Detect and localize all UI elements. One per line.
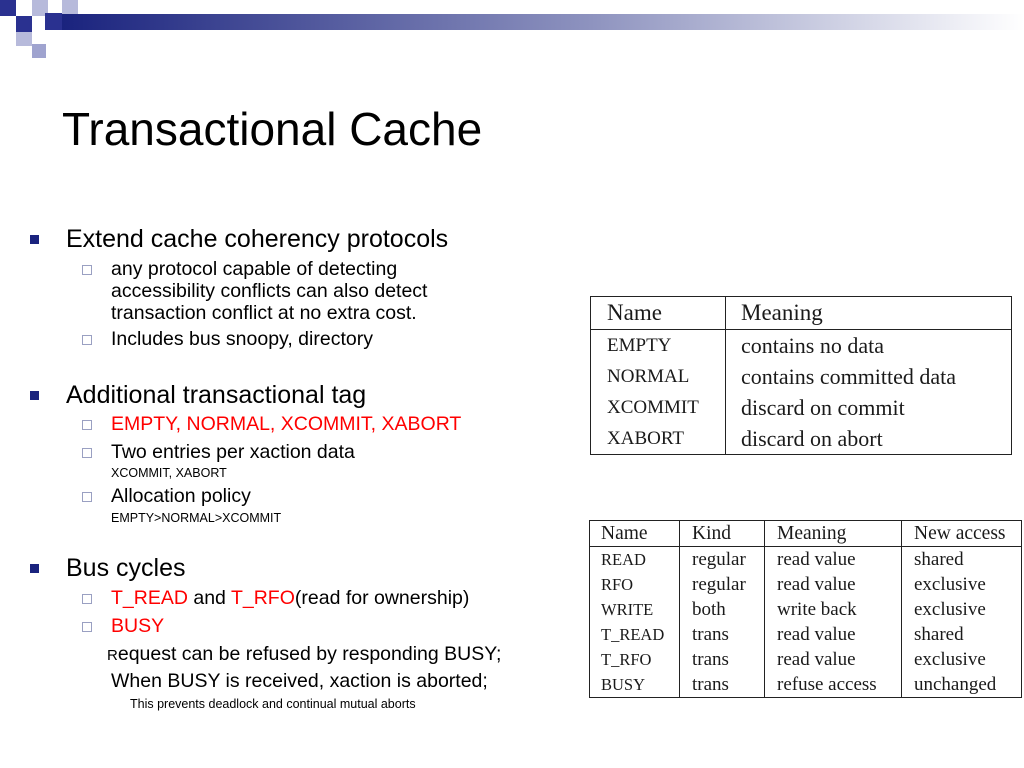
- table-row: [591, 423, 1012, 455]
- header-new-access: New access: [902, 521, 1022, 547]
- sub-bullet-square: [82, 492, 92, 502]
- table-row: [590, 572, 1022, 597]
- cell-meaning: contains no data: [741, 332, 884, 358]
- banner-square-1: [0, 0, 16, 16]
- cell-name: WRITE: [590, 597, 680, 622]
- table-row: [590, 622, 1022, 647]
- table-row: [590, 547, 1022, 573]
- ownership-text: (read for ownership): [294, 587, 470, 609]
- cell-new-access: exclusive: [914, 573, 986, 595]
- cell-name: BUSY: [590, 672, 680, 698]
- table-row: [591, 392, 1012, 423]
- cell-name: EMPTY: [591, 330, 726, 362]
- sub-item-protocol-line3: transaction conflict at no extra cost.: [111, 302, 417, 324]
- slide-title: Transactional Cache: [62, 103, 483, 155]
- cell-kind: trans: [680, 672, 765, 698]
- and-text: and: [187, 587, 231, 609]
- cell-new-access: unchanged: [914, 673, 997, 695]
- note-allocation-order: EMPTY>NORMAL>XCOMMIT: [111, 511, 282, 525]
- cell-meaning: read value: [765, 647, 902, 672]
- bullet-square: [30, 235, 39, 244]
- section-heading-coherency: Extend cache coherency protocols: [66, 225, 449, 253]
- sub-item-tread-trfo: [111, 587, 469, 609]
- cell-meaning: discard on abort: [741, 425, 883, 451]
- cell-name: NORMAL: [591, 361, 726, 392]
- sub-item-bus-snoopy: Includes bus snoopy, directory: [111, 328, 373, 350]
- cell-name: READ: [590, 547, 680, 573]
- tag-table: [590, 296, 1012, 455]
- busy-detail-line2: When BUSY is received, xaction is aborted;: [111, 670, 488, 692]
- bullet-square: [30, 391, 39, 400]
- cell-meaning: refuse access: [765, 672, 902, 698]
- banner-gradient: [0, 0, 1024, 50]
- busy-detail-line1-rest: equest can be refused by responding BUSY;: [117, 643, 502, 665]
- cell-name: XABORT: [591, 423, 726, 455]
- cell-kind: both: [680, 597, 765, 622]
- sub-bullet-square: [82, 265, 92, 275]
- trfo-label: T_RFO: [230, 587, 295, 609]
- header-name: Name: [590, 521, 680, 547]
- banner-square-6: [16, 32, 32, 46]
- busy-detail-first-letter: R: [107, 647, 118, 664]
- cell-name: T_READ: [590, 622, 680, 647]
- sub-item-allocation: Allocation policy: [111, 485, 251, 507]
- header-name: Name: [591, 297, 726, 330]
- table-row: [590, 597, 1022, 622]
- table-row: [590, 672, 1022, 698]
- banner-square-5: [62, 0, 78, 14]
- banner-square-7: [32, 44, 46, 58]
- sub-bullet-square: [82, 594, 92, 604]
- busy-detail-note: This prevents deadlock and continual mutual aborts: [130, 697, 416, 711]
- sub-item-busy: BUSY: [111, 615, 165, 637]
- sub-bullet-square: [82, 448, 92, 458]
- table-row: [590, 647, 1022, 672]
- sub-item-tag-values: EMPTY, NORMAL, XCOMMIT, XABORT: [111, 413, 462, 435]
- bullet-square: [30, 564, 39, 573]
- cell-kind: trans: [680, 647, 765, 672]
- cell-new-access: exclusive: [914, 598, 986, 620]
- table-row: [591, 330, 1012, 362]
- cell-name: T_RFO: [590, 647, 680, 672]
- banner-square-4: [45, 13, 62, 30]
- header-meaning: Meaning: [726, 297, 1012, 330]
- tread-label: T_READ: [111, 587, 188, 609]
- header-meaning: Meaning: [765, 521, 902, 547]
- sub-item-protocol-line1: any protocol capable of detecting: [111, 258, 398, 280]
- sub-bullet-square: [82, 420, 92, 430]
- sub-item-protocol-line2: accessibility conflicts can also detect: [111, 280, 428, 302]
- cell-meaning: contains committed data: [741, 363, 957, 389]
- cell-kind: trans: [680, 622, 765, 647]
- cell-meaning: read value: [765, 572, 902, 597]
- cell-meaning: discard on commit: [741, 394, 905, 420]
- header-kind: Kind: [680, 521, 765, 547]
- table-row: [591, 361, 1012, 392]
- sub-item-two-entries: Two entries per xaction data: [111, 441, 355, 463]
- sub-bullet-square: [82, 335, 92, 345]
- cell-meaning: write back: [765, 597, 902, 622]
- cell-name: RFO: [590, 572, 680, 597]
- cell-new-access: shared: [914, 548, 964, 570]
- title-banner: [0, 0, 1024, 50]
- bus-cycle-table: [589, 520, 1022, 698]
- cell-meaning: read value: [765, 547, 902, 573]
- cell-meaning: read value: [765, 622, 902, 647]
- cell-name: XCOMMIT: [591, 392, 726, 423]
- cell-kind: regular: [680, 547, 765, 573]
- cell-new-access: shared: [914, 623, 964, 645]
- section-heading-tag: Additional transactional tag: [66, 381, 367, 409]
- banner-square-2: [16, 16, 32, 32]
- note-xcommit-xabort: XCOMMIT, XABORT: [111, 466, 227, 480]
- section-heading-bus-cycles: Bus cycles: [66, 554, 186, 582]
- sub-bullet-square: [82, 622, 92, 632]
- cell-new-access: exclusive: [914, 648, 986, 670]
- table-header-row: [590, 521, 1022, 547]
- table-header-row: [591, 297, 1012, 330]
- cell-kind: regular: [680, 572, 765, 597]
- busy-detail-line1: [107, 643, 501, 667]
